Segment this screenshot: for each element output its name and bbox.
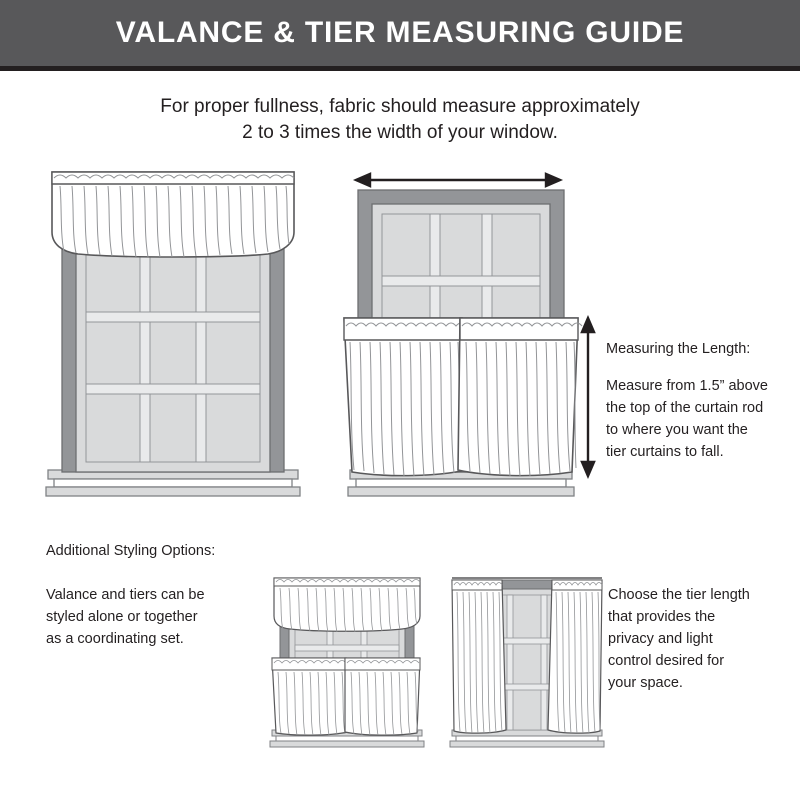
tier-length-body: [608, 584, 788, 694]
styling-options-heading: Additional Styling Options:: [46, 543, 216, 559]
header-underline: [0, 66, 800, 71]
header-bar: [0, 0, 800, 66]
styling-body-line-3: as a coordinating set.: [46, 631, 184, 647]
tier-length-line-4: control desired for: [608, 653, 725, 669]
window-with-valance: [46, 172, 300, 496]
width-measurement-arrow: [356, 174, 560, 186]
length-body-line-2: the top of the curtain rod: [606, 400, 764, 416]
window-with-tiers: [344, 174, 594, 496]
styling-options-body: [46, 584, 261, 650]
length-measurement-arrow: [582, 318, 594, 476]
subtitle-line-2: 2 to 3 times the width of your window.: [242, 122, 558, 143]
length-body-line-3: to where you want the: [606, 422, 748, 438]
measuring-length-heading: Measuring the Length:: [606, 341, 751, 357]
subtitle-line-1: For proper fullness, fabric should measure approximately: [160, 96, 640, 117]
tier-length-line-3: privacy and light: [608, 631, 713, 647]
styling-body-line-2: styled alone or together: [46, 609, 198, 625]
subtitle: [0, 94, 800, 146]
measuring-length-body: [606, 375, 796, 463]
length-body-line-1: Measure from 1.5” above: [606, 378, 768, 394]
window-valance-and-tiers-small: [270, 578, 424, 747]
tier-length-line-5: your space.: [608, 675, 683, 691]
tier-length-line-2: that provides the: [608, 609, 716, 625]
page-title: VALANCE & TIER MEASURING GUIDE: [115, 16, 685, 49]
tier-length-line-1: Choose the tier length: [608, 587, 750, 603]
window-full-length-panels-small: [450, 578, 604, 747]
length-body-line-4: tier curtains to fall.: [606, 444, 724, 460]
styling-body-line-1: Valance and tiers can be: [46, 587, 205, 603]
